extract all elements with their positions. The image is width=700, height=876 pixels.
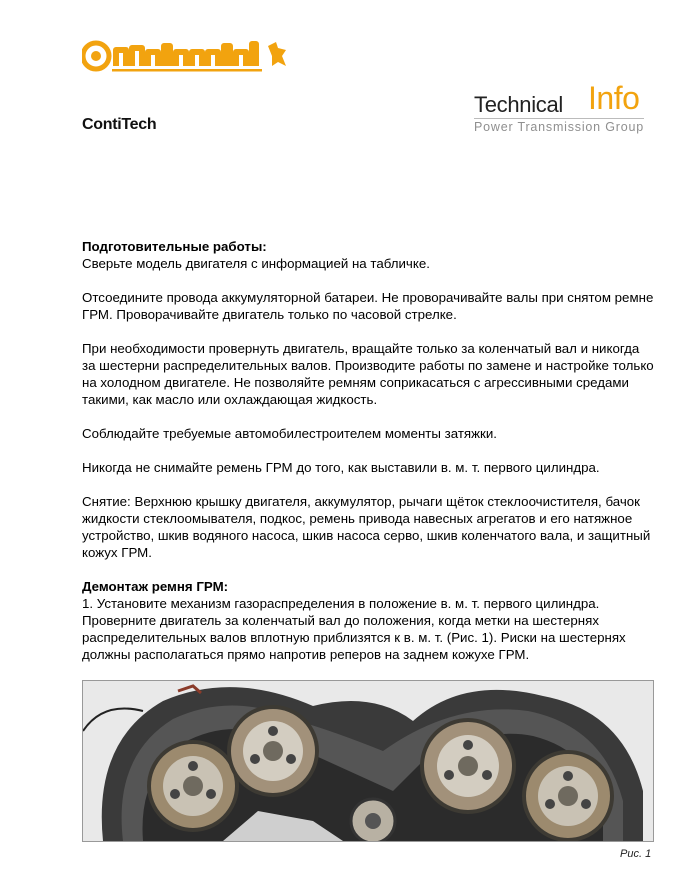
paragraph-battery: Отсоедините провода аккумуляторной батареи. Не проворачивайте валы при снятом ремне ГРМ. Проворачивайте двигатель только по часовой стрелке. [82,290,654,322]
camshaft-gear-1 [149,742,237,830]
prep-line: Сверьте модель двигателя с информацией на табличке. [82,256,430,271]
paragraph-removal-list: Снятие: Верхнюю крышку двигателя, аккумулятор, рычаги щёток стеклоочистителя, бачок жидкости стеклоомывателя, подкос, ремень привода навесных агрегатов и его натяжное устройство, шкив водяного насоса, шкив насоса серво, шкив коленчатого вала, и защитный кожух ГРМ. [82,494,651,560]
prep-heading: Подготовительные работы: [82,239,267,254]
continental-logo [82,38,292,74]
power-transmission-label: Power Transmission Group [474,120,644,134]
info-label: Info [588,80,640,116]
removal-heading: Демонтаж ремня ГРМ: [82,579,229,594]
instructions-body [82,238,654,680]
engine-timing-photo [82,680,654,842]
paragraph-tdc: Никогда не снимайте ремень ГРМ до того, как выставили в. м. т. первого цилиндра. [82,460,600,475]
camshaft-gear-4 [524,752,612,840]
technical-info-logo [474,80,656,134]
paragraph-rotation: При необходимости провернуть двигатель, вращайте только за коленчатый вал и никогда за шестерни распределительных валов. Производите работы по замене и настройке только на холодном двигателе. Не позволяйте ремням соприкасаться с агрессивными средами такими, как масло или охлаждающая жидкость. [82,341,654,407]
paragraph-torque: Соблюдайте требуемые автомобилестроителем моменты затяжки. [82,426,497,441]
engine-illustration [83,681,653,841]
camshaft-gear-2 [229,707,317,795]
step-1: 1. Установите механизм газораспределения в положение в. м. т. первого цилиндра. Проверните двигатель за коленчатый вал до положения, когда метки на шестернях распределительных валов вплотную приблизятся к в. м. т. (Рис. 1). Риски на шестернях должны располагаться прямо напротив реперов на заднем кожухе ГРМ. [82,596,626,662]
contitech-label: ContiTech [82,116,157,133]
technical-label: Technical [474,92,564,117]
camshaft-gear-3 [422,720,514,812]
tensioner-pulley [351,799,395,841]
figure-caption: Рис. 1 [620,848,652,860]
